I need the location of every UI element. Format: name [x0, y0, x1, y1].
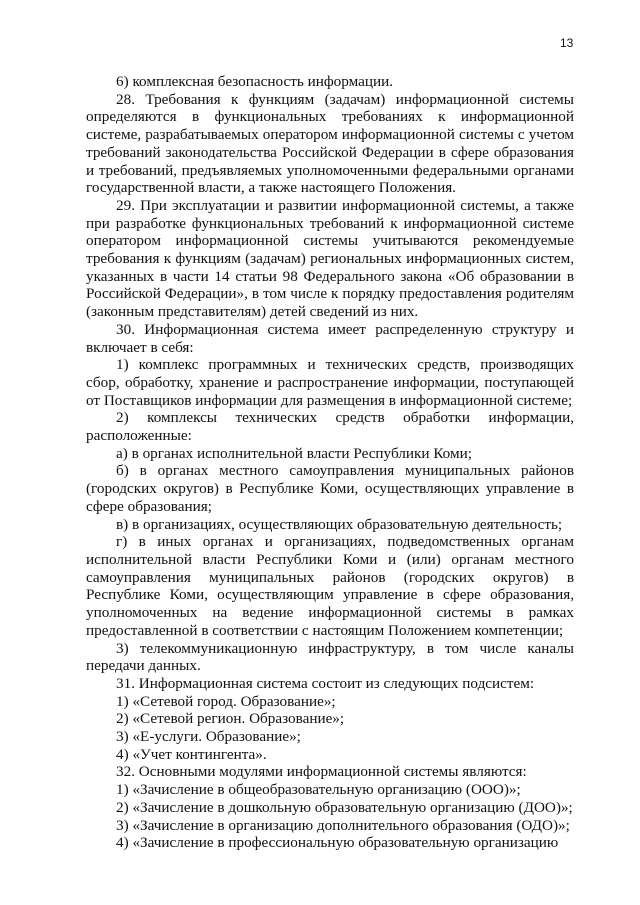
paragraph: 2) «Сетевой регион. Образование»;: [116, 710, 345, 728]
paragraph: 1) комплекс программных и технических средств, производящих сбор, обработку, хранение и распространение информации, поступающей от Поставщиков информации для размещения в информационной системе;: [86, 356, 574, 409]
paragraph: 32. Основными модулями информационной системы являются:: [116, 763, 527, 781]
paragraph: 3) «Е-услуги. Образование»;: [116, 728, 301, 746]
paragraph: 6) комплексная безопасность информации.: [116, 73, 394, 90]
paragraph: 4) «Учет контингента».: [116, 745, 267, 763]
paragraph: 4) «Зачисление в профессиональную образовательную организацию: [116, 834, 559, 852]
paragraph: а) в органах исполнительной власти Республики Коми;: [116, 444, 472, 462]
document-body: [86, 73, 574, 852]
paragraph: 1) «Зачисление в общеобразовательную организацию (ООО)»;: [116, 781, 521, 799]
paragraph: б) в органах местного самоуправления муниципальных районов (городских округов) в Республике Коми, осуществляющих управление в сфере образования;: [86, 462, 574, 515]
paragraph: 29. При эксплуатации и развитии информационной системы, а также при разработке функциональных требований к информационной системе оператором информационной системы учитываются рекомендуемые требования к функциям (задачам) региональных информационных систем, указанных в части 14 статьи 98 Федерального закона «Об образовании в Российской Федерации», в том числе к порядку предоставления родителям (законным представителям) детей сведений из них.: [86, 196, 574, 321]
paragraph: 30. Информационная система имеет распределенную структуру и включает в себя:: [86, 320, 574, 356]
paragraph: 1) «Сетевой город. Образование»;: [116, 692, 336, 710]
paragraph: 3) «Зачисление в организацию дополнительного образования (ОДО)»;: [116, 816, 570, 834]
paragraph: в) в организациях, осуществляющих образовательную деятельность;: [116, 515, 563, 533]
paragraph: 31. Информационная система состоит из следующих подсистем:: [116, 674, 535, 692]
paragraph: 28. Требования к функциям (задачам) информационной системы определяются в функциональных требованиях к информационной системе, разрабатываемых оператором информационной системы с учетом требований законодательства Российской Федерации в сфере образования и требований, предъявляемых уполномоченными федеральными органами государственной власти, а также настоящего Положения.: [86, 90, 574, 197]
paragraph: 2) комплексы технических средств обработки информации, расположенные:: [86, 409, 574, 445]
paragraph: г) в иных органах и организациях, подведомственных органам исполнительной власти Республики Коми и (или) органам местного самоуправления муниципальных районов (городских округов) в Республике Коми, осуществляющим управление в сфере образования, уполномоченных на ведение информационной системы в рамках предоставленной в соответствии с настоящим Положением компетенции;: [86, 533, 574, 639]
paragraph: 3) телекоммуникационную инфраструктуру, в том числе каналы передачи данных.: [86, 639, 574, 675]
paragraph: 2) «Зачисление в дошкольную образовательную организацию (ДОО)»;: [116, 798, 573, 816]
page-number: 13: [560, 36, 574, 50]
